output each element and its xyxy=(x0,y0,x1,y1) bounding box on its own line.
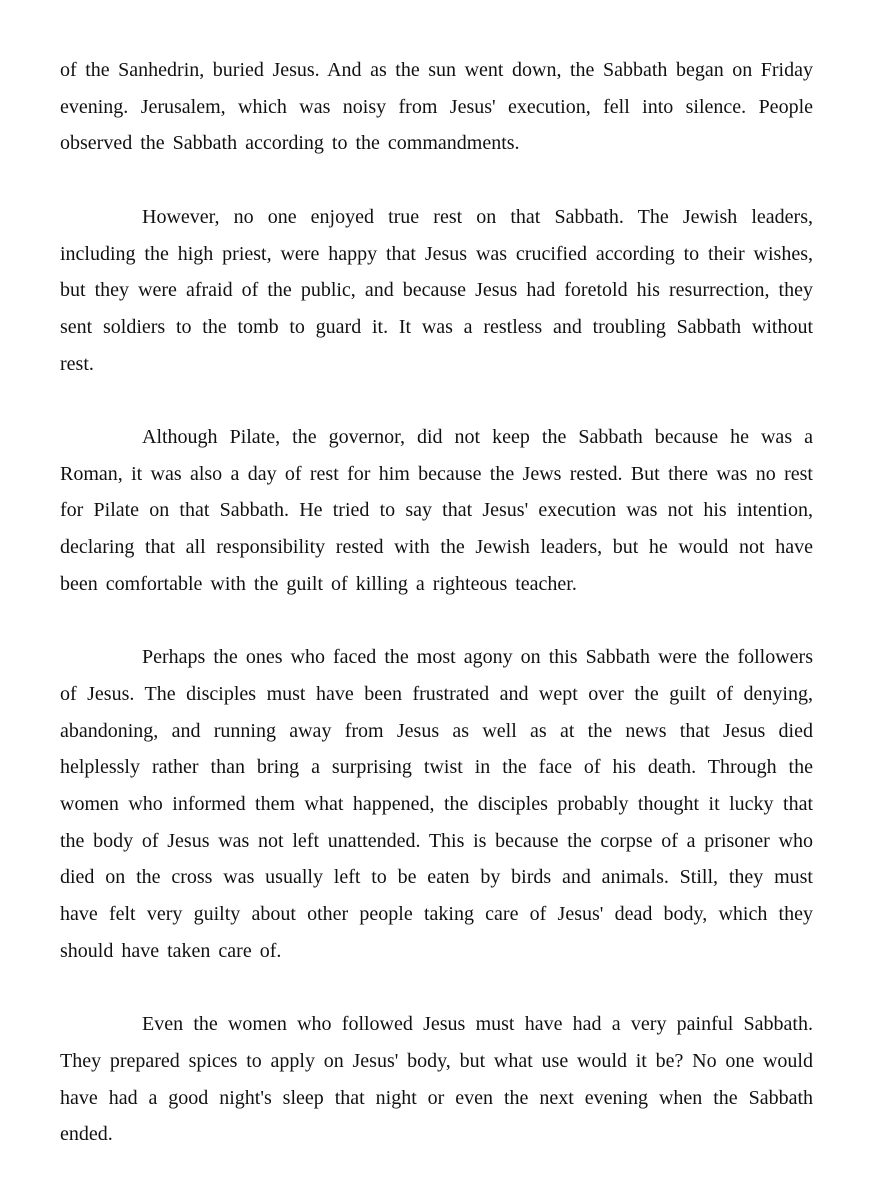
paragraph-high-priest: However, no one enjoyed true rest on that Sabbath. The Jewish leaders, including the high priest, were happy that Jesus was crucified according to their wishes, but they were afraid of the public, and because Jesus had foretold his resurrection, they sent soldiers to the tomb to guard it. It was a restless and troubling Sabbath without rest. xyxy=(60,205,813,375)
paragraph-pilate: Although Pilate, the governor, did not keep the Sabbath because he was a Roman, it was also a day of rest for him because the Jews rested. But there was no rest for Pilate on that Sabbath. He tried to say that Jesus' execution was not his intention, declaring that all responsibility rested with the Jewish leaders, but he would not have been comfortable with the guilt of killing a righteous teacher. xyxy=(60,426,813,595)
paragraph-followers: Perhaps the ones who faced the most agony on this Sabbath were the followers of Jesus. The disciples must have been frustrated and wept over the guilt of denying, abandoning, and running away from Jesus as well as at the news that Jesus died helplessly rather than bring a surprising twist in the face of his death. Through the women who informed them what happened, the disciples probably thought it lucky that the body of Jesus was not left unattended. This is because the corpse of a prisoner who died on the cross was usually left to be eaten by birds and animals. Still, they must have felt very guilty about other people taking care of Jesus' dead body, which they should have taken care of. xyxy=(60,646,813,962)
document-page xyxy=(60,52,813,1153)
paragraph-women: Even the women who followed Jesus must have had a very painful Sabbath. They prepared spices to apply on Jesus' body, but what use would it be? No one would have had a good night's sleep that night or even the next evening when the Sabbath ended. xyxy=(60,1013,813,1146)
paragraph-continuation: of the Sanhedrin, buried Jesus. And as the sun went down, the Sabbath began on Friday evening. Jerusalem, which was noisy from Jesus' execution, fell into silence. People observed the Sabbath according to the commandments. xyxy=(60,59,813,155)
